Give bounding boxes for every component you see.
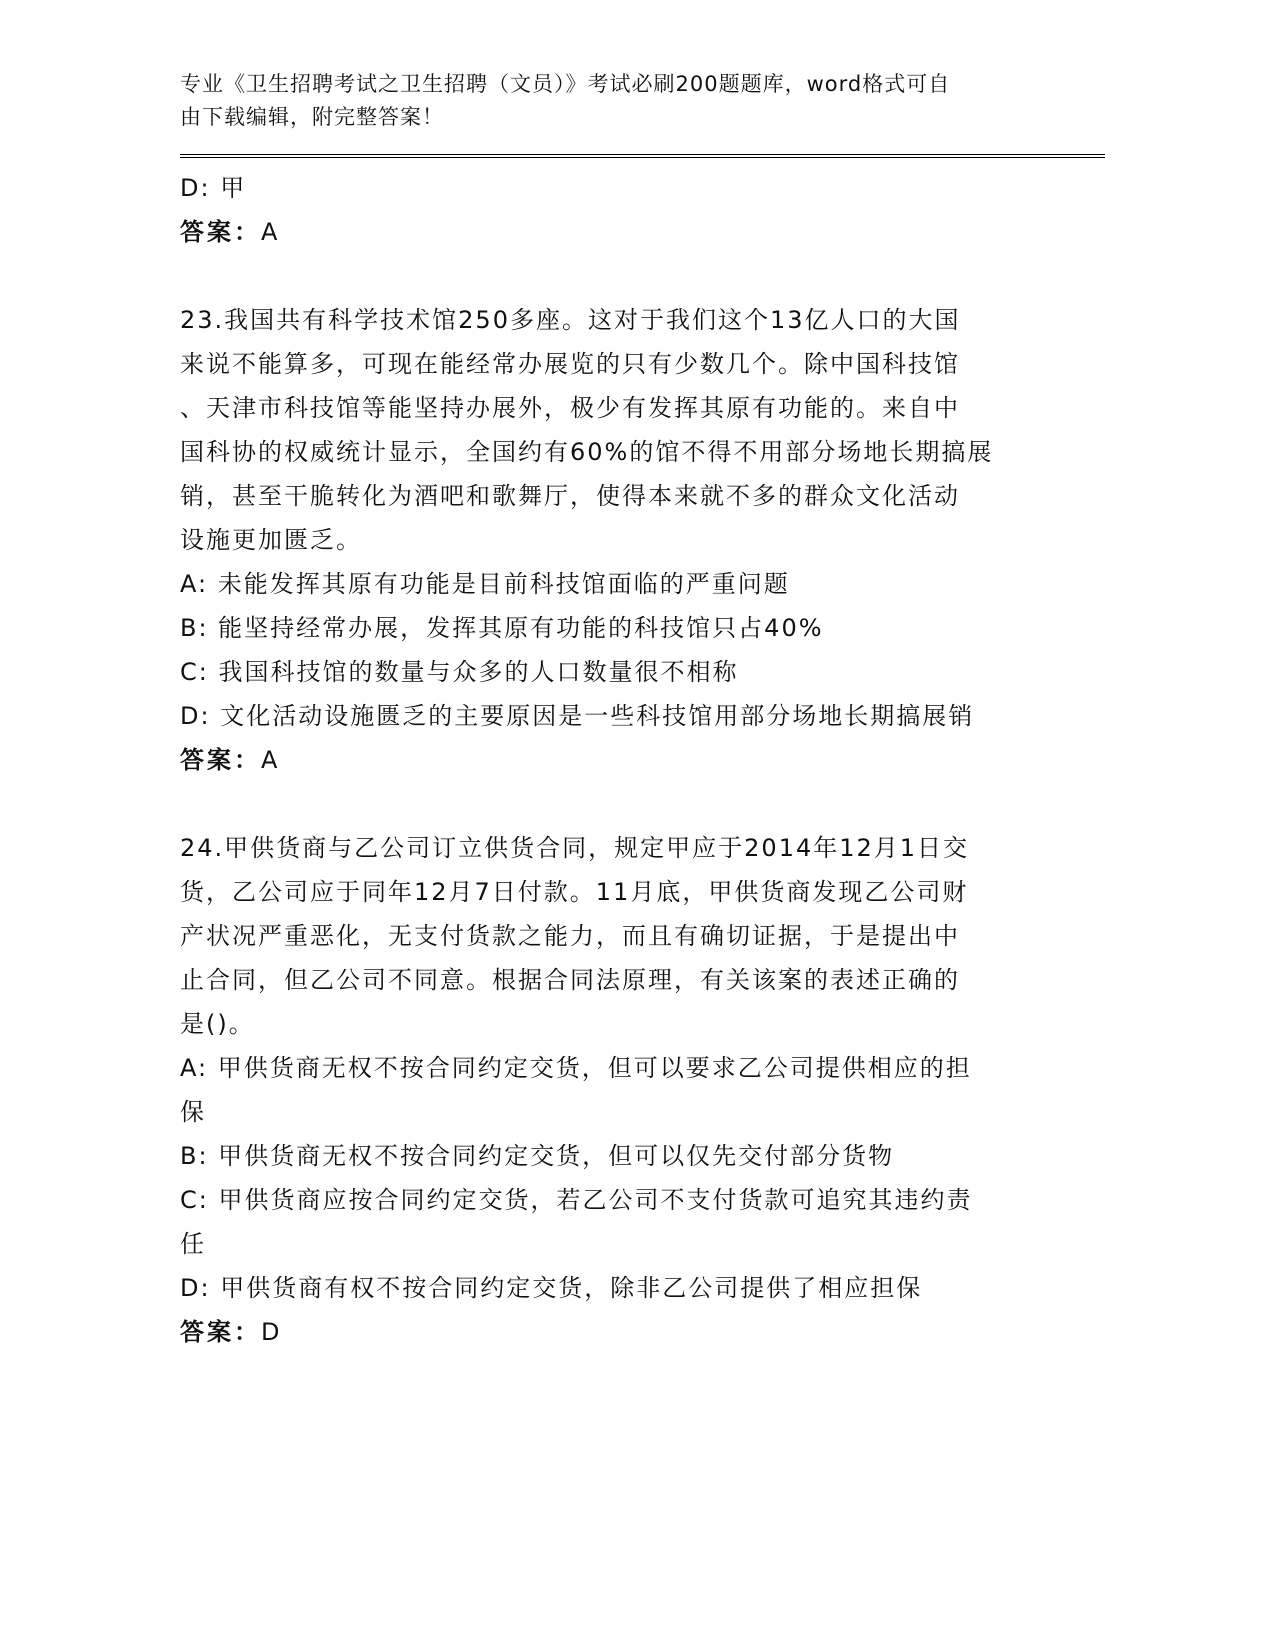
- answer-value: D: [261, 1318, 282, 1346]
- answer-value: A: [261, 746, 280, 774]
- q24-option-d: D: 甲供货商有权不按合同约定交货，除非乙公司提供了相应担保: [180, 1274, 923, 1302]
- document-content: [180, 166, 1105, 1354]
- q24-stem-line: 24.甲供货商与乙公司订立供货合同，规定甲应于2014年12月1日交: [180, 834, 970, 862]
- q24-option-a: A: 甲供货商无权不按合同约定交货，但可以要求乙公司提供相应的担: [180, 1054, 972, 1082]
- question-24: [180, 826, 1105, 1354]
- document-page: [180, 68, 1105, 1354]
- spacer: [180, 782, 1105, 826]
- document-header: [180, 68, 1030, 134]
- q23-option-c: C: 我国科技馆的数量与众多的人口数量很不相称: [180, 658, 739, 686]
- q24-option-b: B: 甲供货商无权不按合同约定交货，但可以仅先交付部分货物: [180, 1142, 895, 1170]
- question-23: [180, 298, 1105, 782]
- prev-answer: [180, 210, 1105, 254]
- q24-stem-line: 货，乙公司应于同年12月7日付款。11月底，甲供货商发现乙公司财: [180, 878, 969, 906]
- answer-value: A: [261, 218, 280, 246]
- q24-answer: [180, 1310, 1105, 1354]
- q23-stem-line: 来说不能算多，可现在能经常办展览的只有少数几个。除中国科技馆: [180, 350, 960, 378]
- answer-label: 答案：: [180, 1318, 261, 1346]
- q23-stem-line: 国科协的权威统计显示，全国约有60%的馆不得不用部分场地长期搞展: [180, 438, 994, 466]
- header-divider: [180, 154, 1105, 158]
- q23-option-a: A: 未能发挥其原有功能是目前科技馆面临的严重问题: [180, 570, 790, 598]
- header-line-1: 专业《卫生招聘考试之卫生招聘（文员）》考试必刷200题题库，word格式可自: [180, 72, 951, 96]
- q23-stem-line: 、天津市科技馆等能坚持办展外，极少有发挥其原有功能的。来自中: [180, 394, 960, 422]
- q23-stem-line: 设施更加匮乏。: [180, 526, 362, 554]
- prev-option-d: D: 甲: [180, 174, 247, 202]
- answer-label: 答案：: [180, 218, 261, 246]
- answer-label: 答案：: [180, 746, 261, 774]
- q23-answer: [180, 738, 1105, 782]
- q24-stem-line: 产状况严重恶化，无支付货款之能力，而且有确切证据，于是提出中: [180, 922, 960, 950]
- q23-stem-line: 23.我国共有科学技术馆250多座。这对于我们这个13亿人口的大国: [180, 306, 961, 334]
- q24-option-a-cont: 保: [180, 1098, 206, 1126]
- q24-stem-line: 是()。: [180, 1010, 255, 1038]
- header-line-2: 由下载编辑，附完整答案！: [180, 105, 444, 129]
- q23-stem-line: 销，甚至干脆转化为酒吧和歌舞厅，使得本来就不多的群众文化活动: [180, 482, 960, 510]
- q24-stem-line: 止合同，但乙公司不同意。根据合同法原理，有关该案的表述正确的: [180, 966, 960, 994]
- q23-option-b: B: 能坚持经常办展，发挥其原有功能的科技馆只占40%: [180, 614, 824, 642]
- q24-option-c: C: 甲供货商应按合同约定交货，若乙公司不支付货款可追究其违约责: [180, 1186, 973, 1214]
- q24-option-c-cont: 任: [180, 1230, 206, 1258]
- q23-option-d: D: 文化活动设施匮乏的主要原因是一些科技馆用部分场地长期搞展销: [180, 702, 975, 730]
- spacer: [180, 254, 1105, 298]
